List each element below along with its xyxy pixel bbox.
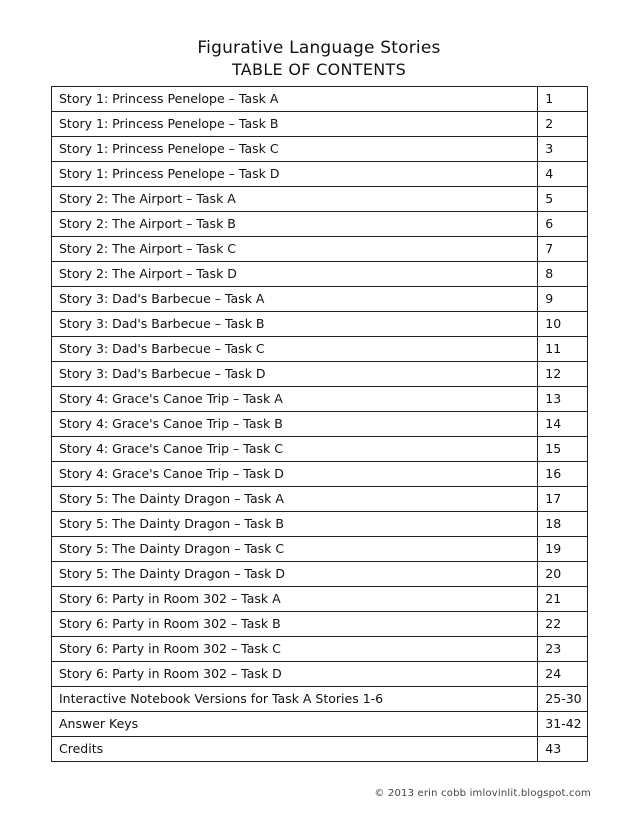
table-row xyxy=(52,512,588,537)
toc-page-number: 5 xyxy=(538,187,588,212)
table-row xyxy=(52,487,588,512)
toc-page-number: 25-30 xyxy=(538,687,588,712)
table-row xyxy=(52,112,588,137)
table-row xyxy=(52,287,588,312)
toc-entry: Story 3: Dad's Barbecue – Task A xyxy=(52,287,538,312)
table-row xyxy=(52,212,588,237)
table-row xyxy=(52,262,588,287)
table-row xyxy=(52,312,588,337)
toc-page-number: 15 xyxy=(538,437,588,462)
table-row xyxy=(52,587,588,612)
table-row xyxy=(52,612,588,637)
table-row xyxy=(52,737,588,762)
document-title: Figurative Language Stories xyxy=(197,38,441,58)
table-row xyxy=(52,187,588,212)
toc-entry: Story 5: The Dainty Dragon – Task A xyxy=(52,487,538,512)
toc-entry: Story 2: The Airport – Task D xyxy=(52,262,538,287)
toc-entry: Story 5: The Dainty Dragon – Task D xyxy=(52,562,538,587)
toc-page-number: 43 xyxy=(538,737,588,762)
toc-page-number: 19 xyxy=(538,537,588,562)
table-row xyxy=(52,162,588,187)
toc-page-number: 12 xyxy=(538,362,588,387)
toc-page-number: 4 xyxy=(538,162,588,187)
table-row xyxy=(52,87,588,112)
toc-page-number: 13 xyxy=(538,387,588,412)
toc-page-number: 22 xyxy=(538,612,588,637)
toc-page-number: 9 xyxy=(538,287,588,312)
toc-entry: Interactive Notebook Versions for Task A Stories 1-6 xyxy=(52,687,538,712)
toc-entry: Answer Keys xyxy=(52,712,538,737)
toc-entry: Story 4: Grace's Canoe Trip – Task A xyxy=(52,387,538,412)
toc-entry: Story 2: The Airport – Task B xyxy=(52,212,538,237)
table-row xyxy=(52,137,588,162)
toc-page-number: 7 xyxy=(538,237,588,262)
table-row xyxy=(52,562,588,587)
table-row xyxy=(52,237,588,262)
toc-page-number: 10 xyxy=(538,312,588,337)
table-row xyxy=(52,712,588,737)
toc-page-number: 11 xyxy=(538,337,588,362)
toc-page-number: 31-42 xyxy=(538,712,588,737)
toc-page-number: 23 xyxy=(538,637,588,662)
table-of-contents xyxy=(51,86,588,762)
toc-page-number: 16 xyxy=(538,462,588,487)
toc-entry: Story 2: The Airport – Task A xyxy=(52,187,538,212)
table-row xyxy=(52,412,588,437)
table-row xyxy=(52,387,588,412)
toc-entry: Story 1: Princess Penelope – Task C xyxy=(52,137,538,162)
toc-page-number: 24 xyxy=(538,662,588,687)
toc-entry: Story 6: Party in Room 302 – Task C xyxy=(52,637,538,662)
toc-entry: Story 4: Grace's Canoe Trip – Task D xyxy=(52,462,538,487)
table-row xyxy=(52,662,588,687)
page-header xyxy=(0,37,638,81)
document-subtitle: TABLE OF CONTENTS xyxy=(231,60,407,79)
table-row xyxy=(52,437,588,462)
toc-entry: Story 5: The Dainty Dragon – Task B xyxy=(52,512,538,537)
toc-page-number: 20 xyxy=(538,562,588,587)
toc-page-number: 3 xyxy=(538,137,588,162)
toc-entry: Story 2: The Airport – Task C xyxy=(52,237,538,262)
toc-body xyxy=(52,87,588,762)
toc-page-number: 14 xyxy=(538,412,588,437)
toc-entry: Story 1: Princess Penelope – Task D xyxy=(52,162,538,187)
table-row xyxy=(52,362,588,387)
toc-entry: Story 3: Dad's Barbecue – Task D xyxy=(52,362,538,387)
table-row xyxy=(52,637,588,662)
toc-page-number: 2 xyxy=(538,112,588,137)
toc-page-number: 6 xyxy=(538,212,588,237)
toc-entry: Story 3: Dad's Barbecue – Task C xyxy=(52,337,538,362)
toc-page-number: 17 xyxy=(538,487,588,512)
toc-entry: Story 4: Grace's Canoe Trip – Task B xyxy=(52,412,538,437)
toc-page-number: 1 xyxy=(538,87,588,112)
toc-entry: Story 6: Party in Room 302 – Task D xyxy=(52,662,538,687)
toc-entry: Credits xyxy=(52,737,538,762)
toc-page-number: 21 xyxy=(538,587,588,612)
toc-entry: Story 6: Party in Room 302 – Task B xyxy=(52,612,538,637)
toc-entry: Story 1: Princess Penelope – Task B xyxy=(52,112,538,137)
table-row xyxy=(52,687,588,712)
table-row xyxy=(52,537,588,562)
toc-entry: Story 6: Party in Room 302 – Task A xyxy=(52,587,538,612)
copyright-footer: © 2013 erin cobb imlovinlit.blogspot.com xyxy=(374,788,591,799)
toc-entry: Story 5: The Dainty Dragon – Task C xyxy=(52,537,538,562)
toc-page-number: 18 xyxy=(538,512,588,537)
table-row xyxy=(52,462,588,487)
toc-entry: Story 4: Grace's Canoe Trip – Task C xyxy=(52,437,538,462)
table-row xyxy=(52,337,588,362)
toc-entry: Story 3: Dad's Barbecue – Task B xyxy=(52,312,538,337)
toc-page-number: 8 xyxy=(538,262,588,287)
toc-entry: Story 1: Princess Penelope – Task A xyxy=(52,87,538,112)
